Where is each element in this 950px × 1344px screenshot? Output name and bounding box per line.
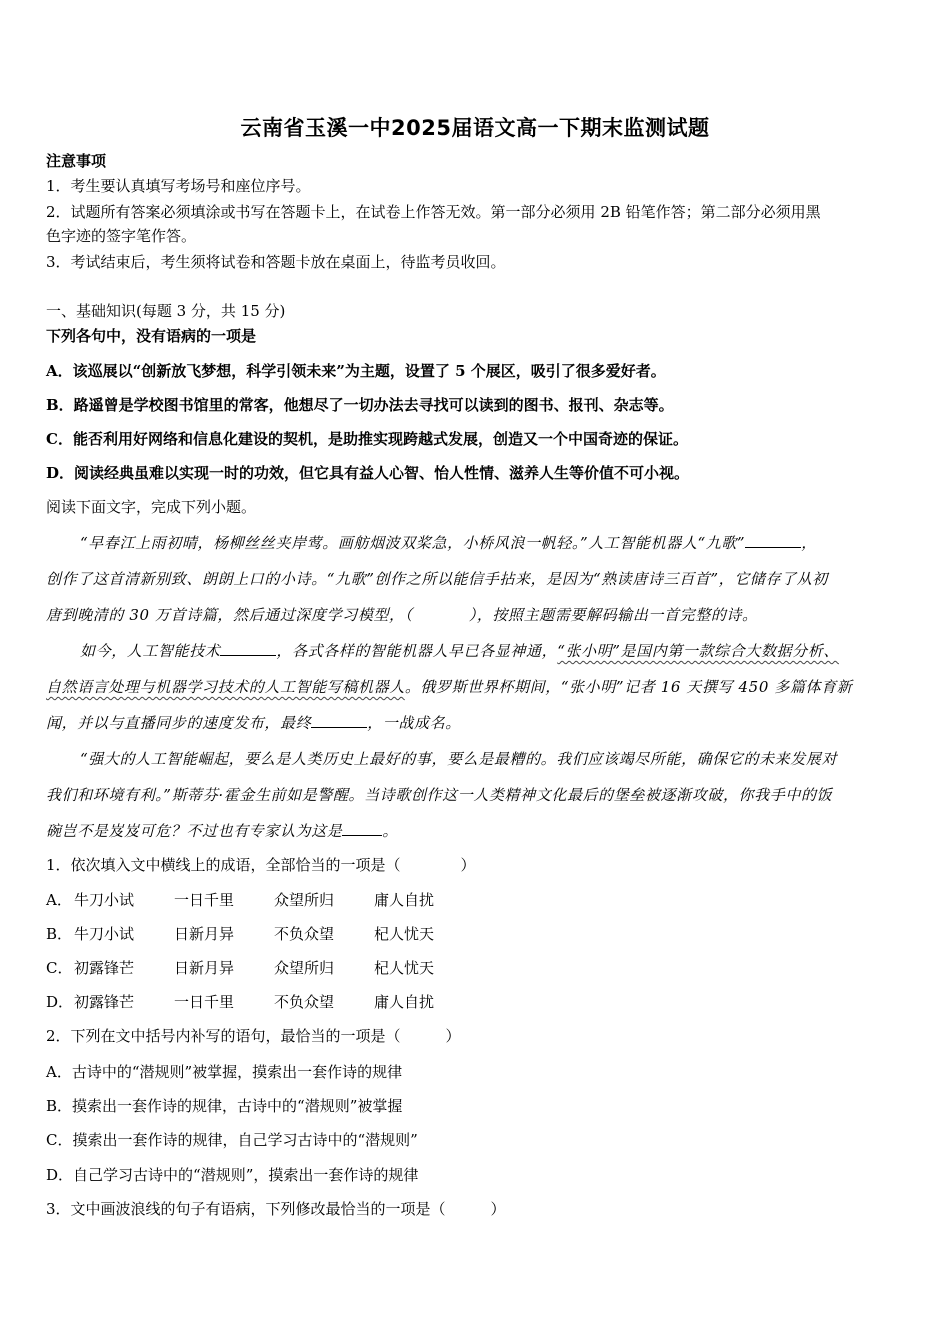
- passage-p3-line3: 碗岂不是岌岌可危？不过也有专家认为这是 。: [46, 822, 399, 840]
- grammar-option-b: B．路遥曾是学校图书馆里的常客，他想尽了一切办法去寻找可以读到的图书、报刊、杂志等。: [46, 396, 674, 414]
- passage-p1-line1: “早春江上雨初晴，杨柳丝丝夹岸莺。画舫烟波双桨急，小桥风浪一帆轻。”人工智能机器人“九歌” ，: [80, 534, 817, 552]
- notice-item-2: 2．试题所有答案必须填涂或书写在答题卡上，在试卷上作答无效。第一部分必须用 2B 铅笔作答；第二部分必须用黑: [46, 203, 821, 221]
- passage-p2-line1: 如今，人工智能技术 ，各式各样的智能机器人早已各显神通，“张小明”是国内第一款综合大数据分析、: [80, 642, 839, 660]
- grammar-option-d: D．阅读经典虽难以实现一时的功效，但它具有益人心智、怡人性情、滋养人生等价值不可小视。: [46, 464, 690, 482]
- q2-stem: 2．下列在文中括号内补写的语句，最恰当的一项是（ ）: [46, 1027, 461, 1045]
- grammar-option-c: C．能否利用好网络和信息化建设的契机，是助推实现跨越式发展，创造又一个中国奇迹的保证。: [46, 430, 688, 448]
- passage-p1-line2: 创作了这首清新别致、朗朗上口的小诗。“九歌”创作之所以能信手拈来，是因为“熟读唐诗三百首”，它储存了从初: [46, 570, 828, 588]
- page-title: 云南省玉溪一中2025届语文高一下期末监测试题: [240, 116, 710, 140]
- q3-stem: 3．文中画波浪线的句子有语病，下列修改最恰当的一项是（ ）: [46, 1200, 506, 1218]
- question-stem-grammar: 下列各句中，没有语病的一项是: [46, 327, 257, 345]
- passage-p1-line3: 唐到晚清的 30 万首诗篇，然后通过深度学习模型，（ ），按照主题需要解码输出一首完整的诗。: [46, 606, 758, 624]
- q2-option-d: D．自己学习古诗中的“潜规则”，摸索出一套作诗的规律: [46, 1166, 419, 1184]
- reading-intro: 阅读下面文字，完成下列小题。: [46, 498, 257, 516]
- blank-2: [220, 641, 276, 656]
- notice-item-3: 3．考试结束后，考生须将试卷和答题卡放在桌面上，待监考员收回。: [46, 253, 506, 271]
- notice-item-2-cont: 色字迹的签字笔作答。: [46, 227, 197, 245]
- passage-p2-line3: 闻，并以与直播同步的速度发布，最终 ，一战成名。: [46, 714, 461, 732]
- q1-option-c: C． 初露锋芒 日新月异 众望所归 杞人忧天: [46, 959, 435, 977]
- blank-3: [311, 713, 367, 728]
- wavy-sentence-part-1: “张小明”是国内第一款综合大数据分析、: [557, 642, 839, 660]
- q2-option-b: B．摸索出一套作诗的规律，古诗中的“潜规则”被掌握: [46, 1097, 403, 1115]
- passage-p2-line2: 自然语言处理与机器学习技术的人工智能写稿机器人。俄罗斯世界杯期间，“张小明”记者 16 天撰写 450 多篇体育新: [46, 678, 853, 696]
- notice-heading: 注意事项: [46, 152, 107, 170]
- q1-stem: 1．依次填入文中横线上的成语，全部恰当的一项是（ ）: [46, 856, 476, 874]
- blank-4: [342, 821, 382, 836]
- passage-p3-line1: “强大的人工智能崛起，要么是人类历史上最好的事，要么是最糟的。我们应该竭尽所能，确保它的未来发展对: [80, 750, 838, 768]
- blank-1: [745, 533, 801, 548]
- q1-option-b: B． 牛刀小试 日新月异 不负众望 杞人忧天: [46, 925, 435, 943]
- q2-option-c: C．摸索出一套作诗的规律，自己学习古诗中的“潜规则”: [46, 1131, 418, 1149]
- q1-option-d: D．初露锋芒 一日千里 不负众望 庸人自扰: [46, 993, 435, 1011]
- q2-option-a: A．古诗中的“潜规则”被掌握，摸索出一套作诗的规律: [46, 1063, 403, 1081]
- passage-p3-line2: 我们和环境有利。”斯蒂芬·霍金生前如是警醒。当诗歌创作这一人类精神文化最后的堡垒被逐渐攻破，你我手中的饭: [46, 786, 833, 804]
- q1-option-a: A． 牛刀小试 一日千里 众望所归 庸人自扰: [46, 891, 435, 909]
- notice-item-1: 1．考生要认真填写考场号和座位序号。: [46, 177, 311, 195]
- grammar-option-a: A．该巡展以“创新放飞梦想，科学引领未来”为主题，设置了 5 个展区，吸引了很多爱好者。: [46, 362, 666, 380]
- wavy-sentence-part-2: 自然语言处理与机器学习技术的人工智能写稿机器人: [46, 678, 405, 696]
- section-heading: 一、基础知识(每题 3 分，共 15 分): [46, 302, 286, 320]
